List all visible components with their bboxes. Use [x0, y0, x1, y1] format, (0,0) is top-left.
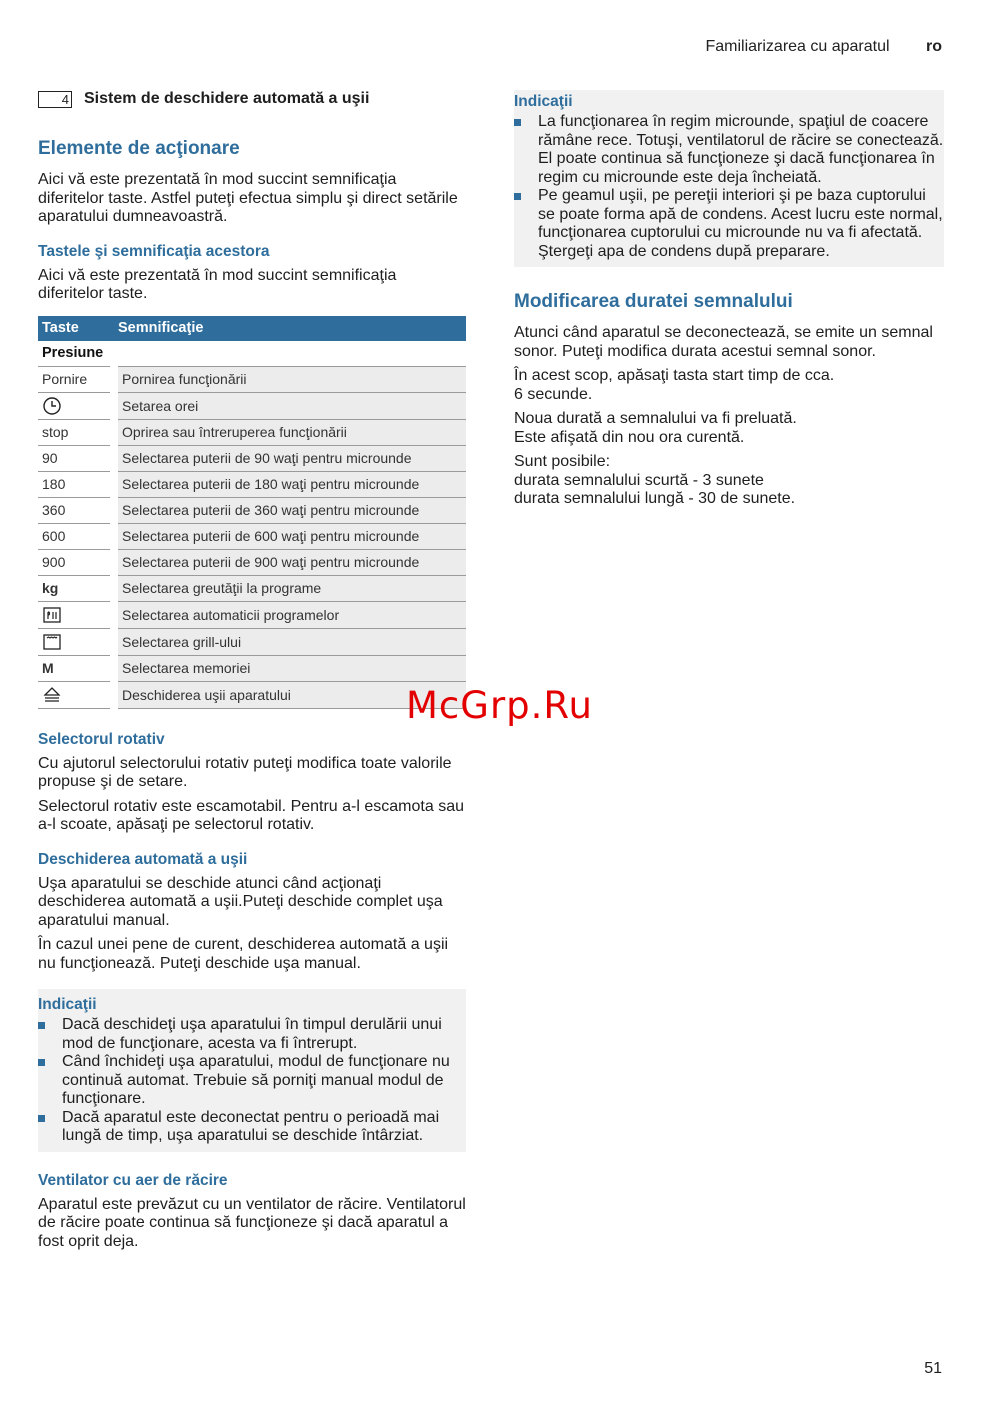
figure-caption — [38, 90, 466, 108]
table-header-row — [38, 316, 466, 341]
key-cell: Pornire — [38, 366, 114, 392]
signal-text-2 — [514, 367, 944, 404]
table-row — [38, 445, 466, 471]
table-row — [38, 392, 466, 419]
col-key-header: Taste — [38, 316, 114, 341]
clock-icon — [42, 396, 62, 416]
meaning-cell: Selectarea automaticii programelor — [114, 601, 466, 628]
door-text-2: În cazul unei pene de curent, deschiderea automată a uşii nu funcţionează. Puteţi deschide uşa manual. — [38, 936, 449, 972]
key-cell: stop — [38, 419, 114, 445]
key-cell — [38, 392, 114, 419]
signal-text-4 — [514, 453, 944, 509]
list-item: Dacă deschideţi uşa aparatului în timpul derulării unui mod de funcţionare, acesta va fi întrerupt. — [38, 1016, 466, 1053]
meaning-cell: Selectarea greutăţii la programe — [114, 575, 466, 601]
list-item: Când închideţi uşa aparatului, modul de funcţionare nu continuă automat. Trebuie să porniţi manual modul de funcţionare. — [38, 1053, 466, 1109]
watermark: McGrp.Ru — [406, 684, 593, 727]
table-row — [38, 419, 466, 445]
signal-text-4c: durata semnalului lungă - 30 de sunete. — [514, 490, 796, 507]
signal-text-4a: Sunt posibile: — [514, 453, 611, 470]
key-cell: 600 — [38, 523, 114, 549]
group-label: Presiune — [38, 341, 466, 367]
figure-caption-text: Sistem de deschidere automată a uşii — [84, 90, 370, 107]
page-header — [705, 38, 942, 56]
list-item: La funcţionarea în regim microunde, spaţiul de coacere rămâne rece. Totuşi, ventilatorul de răcire se conectează. El poate continua să funcţioneze şi dacă funcţionarea în regim cu microunde este deja încheiată. — [514, 113, 944, 187]
table-row — [38, 575, 466, 601]
meaning-cell: Selectarea puterii de 900 waţi pentru microunde — [114, 549, 466, 575]
signal-text-1: Atunci când aparatul se deconectează, se emite un semnal sonor. Puteţi modifica durata acestui semnal sonor. — [514, 324, 933, 360]
notes-list — [38, 1016, 466, 1146]
key-cell: 180 — [38, 471, 114, 497]
fan-heading: Ventilator cu aer de răcire — [38, 1171, 228, 1189]
meaning-cell: Setarea orei — [114, 392, 466, 419]
left-column — [38, 90, 466, 1257]
keys-intro: Aici vă este prezentată în mod succint semnificaţia diferitelor taste. — [38, 266, 397, 302]
table-row — [38, 497, 466, 523]
key-cell: 900 — [38, 549, 114, 575]
table-row — [38, 471, 466, 497]
page-number: 51 — [924, 1360, 942, 1377]
keys-heading: Tastele şi semnificaţia acestora — [38, 242, 270, 260]
section-heading-controls: Elemente de acţionare — [38, 138, 240, 159]
section-title: Familiarizarea cu aparatul — [705, 38, 890, 55]
notes-box-right — [514, 90, 944, 267]
table-group-row — [38, 341, 466, 367]
meaning-cell: Deschiderea uşii aparatului — [114, 681, 466, 708]
door-open-icon — [42, 685, 62, 705]
signal-text-3b: Este afişată din nou ora curentă. — [514, 428, 745, 446]
section-heading-signal: Modificarea duratei semnalului — [514, 291, 793, 312]
key-cell: M — [38, 655, 114, 681]
right-column — [514, 90, 944, 515]
meaning-cell: Selectarea grill-ului — [114, 628, 466, 655]
table-row — [38, 601, 466, 628]
notes-heading: Indicaţii — [514, 93, 573, 110]
key-cell: 360 — [38, 497, 114, 523]
key-cell — [38, 628, 114, 655]
controls-intro: Aici vă este prezentată în mod succint semnificaţia diferitelor taste. Astfel puteţi efectua simplu şi direct setările aparatului dumneavoastră. — [38, 171, 458, 225]
door-heading: Deschiderea automată a uşii — [38, 850, 248, 868]
auto-program-icon — [42, 605, 62, 625]
notes-box-left — [38, 989, 466, 1152]
keys-table — [38, 316, 466, 709]
signal-text-4b: durata semnalului scurtă - 3 sunete — [514, 471, 764, 489]
grill-icon — [42, 632, 62, 652]
rotary-heading: Selectorul rotativ — [38, 730, 165, 748]
door-text-1: Uşa aparatului se deschide atunci când acţionaţi deschiderea automată a uşii.Puteţi deschide complet uşa aparatului manual. — [38, 874, 443, 929]
key-cell: 90 — [38, 445, 114, 471]
list-item: Pe geamul uşii, pe pereţii interiori şi pe baza cuptorului se poate forma apă de condens. Acest lucru este normal, funcţionarea cuptorului cu microunde nu va fi afectată. Ştergeţi apa de condens după preparare. — [514, 187, 944, 261]
rotary-text-1: Cu ajutorul selectorului rotativ puteţi modifica toate valorile propuse şi de setare. — [38, 754, 452, 790]
meaning-cell: Selectarea puterii de 90 waţi pentru microunde — [114, 445, 466, 471]
key-cell: kg — [38, 575, 114, 601]
key-cell — [38, 681, 114, 708]
meaning-cell: Selectarea puterii de 360 waţi pentru microunde — [114, 497, 466, 523]
table-row — [38, 655, 466, 681]
meaning-cell: Oprirea sau întreruperea funcţionării — [114, 419, 466, 445]
table-row — [38, 549, 466, 575]
list-item: Dacă aparatul este deconectat pentru o perioadă mai lungă de timp, uşa aparatului se deschide întârziat. — [38, 1109, 466, 1146]
meaning-cell: Selectarea puterii de 180 waţi pentru microunde — [114, 471, 466, 497]
language-code: ro — [926, 38, 942, 55]
table-row — [38, 523, 466, 549]
col-meaning-header: Semnificaţie — [114, 316, 466, 341]
signal-text-2a: În acest scop, apăsaţi tasta start timp de cca. — [514, 367, 835, 384]
rotary-text-2: Selectorul rotativ este escamotabil. Pentru a-l escamota sau a-l scoate, apăsaţi pe selectorul rotativ. — [38, 797, 464, 833]
table-row — [38, 366, 466, 392]
figure-number: 4 — [38, 91, 72, 108]
key-cell — [38, 601, 114, 628]
meaning-cell: Pornirea funcţionării — [114, 366, 466, 392]
table-row — [38, 681, 466, 708]
signal-text-3a: Noua durată a semnalului va fi preluată. — [514, 410, 797, 427]
signal-text-2b: 6 secunde. — [514, 385, 593, 403]
notes-list — [514, 113, 944, 261]
meaning-cell: Selectarea memoriei — [114, 655, 466, 681]
fan-text: Aparatul este prevăzut cu un ventilator de răcire. Ventilatorul de răcire poate continua să funcţioneze şi dacă aparatul a fost oprit deja. — [38, 1195, 466, 1250]
notes-heading: Indicaţii — [38, 996, 97, 1013]
meaning-cell: Selectarea puterii de 600 waţi pentru microunde — [114, 523, 466, 549]
signal-text-3 — [514, 410, 944, 447]
table-row — [38, 628, 466, 655]
